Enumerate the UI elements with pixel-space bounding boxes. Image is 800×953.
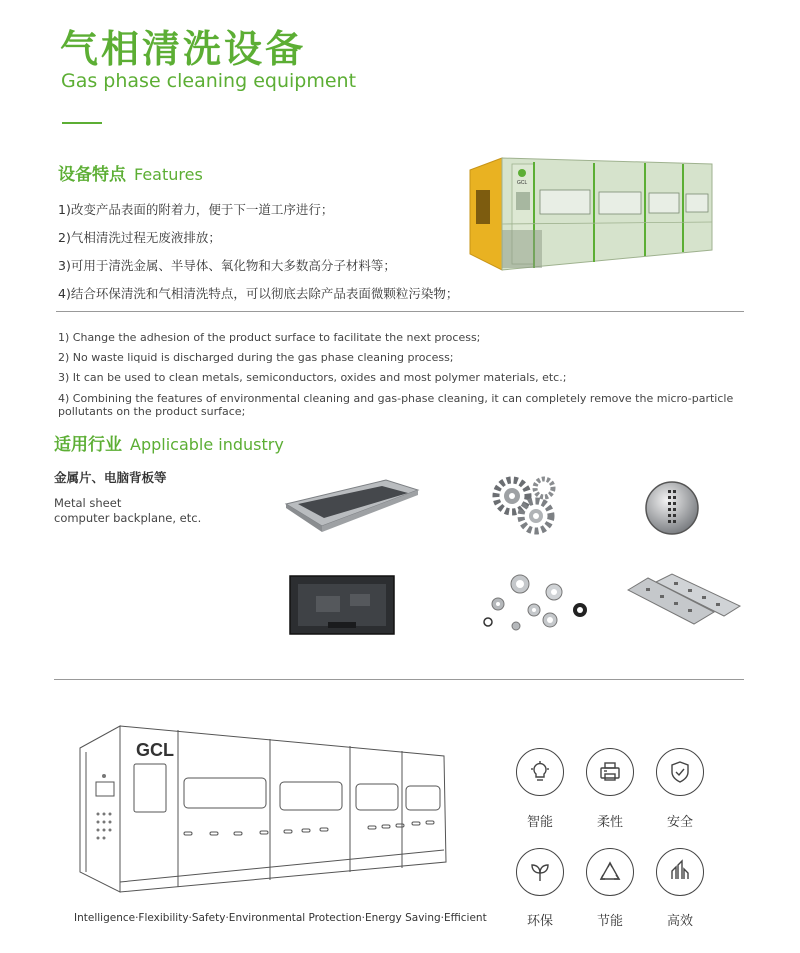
industry-category-en-line2: computer backplane, etc. bbox=[54, 511, 202, 525]
feature-item-cn: 3)可用于清洗金属、半导体、氧化物和大多数高分子材料等； bbox=[58, 258, 396, 273]
feature-item-cn: 4)结合环保清洗和气相清洗特点，可以彻底去除产品表面微颗粒污染物； bbox=[58, 286, 459, 301]
machine-photo-logo: GCL bbox=[517, 180, 528, 186]
slogan: Intelligence·Flexibility·Safety·Environmental Protection·Energy Saving·Efficient bbox=[74, 912, 487, 924]
leaf-icon bbox=[516, 848, 564, 896]
washers-image bbox=[478, 570, 598, 636]
industry-category-cn: 金属片、电脑背板等 bbox=[54, 470, 167, 485]
industry-category-en-line1: Metal sheet bbox=[54, 496, 122, 510]
features-heading bbox=[58, 160, 203, 185]
divider bbox=[54, 679, 744, 680]
laptop-image bbox=[282, 476, 422, 536]
metal-disc-image bbox=[644, 480, 700, 536]
machine-line-drawing bbox=[74, 722, 450, 900]
efficiency-icon bbox=[656, 848, 704, 896]
page-title-en: Gas phase cleaning equipment bbox=[61, 70, 357, 92]
lightbulb-icon bbox=[516, 748, 564, 796]
feature-item-en: 4) Combining the features of environmental cleaning and gas-phase cleaning, it can completely remove the micro-particle pollutants on the product surface; bbox=[58, 392, 734, 418]
feature-item-en: 2) No waste liquid is discharged during the gas phase cleaning process; bbox=[58, 351, 454, 364]
gears-image bbox=[488, 470, 558, 540]
features-list-en bbox=[58, 328, 748, 418]
divider bbox=[56, 311, 744, 312]
industry-heading-cn: 适用行业 bbox=[54, 435, 122, 455]
benefit-label: 环保 bbox=[526, 914, 553, 929]
title-underline bbox=[62, 122, 102, 124]
industry-heading bbox=[54, 430, 284, 455]
feature-item-cn: 2)气相清洗过程无废液排放； bbox=[58, 230, 221, 245]
page-title-cn: 气相清洗设备 bbox=[60, 27, 307, 71]
benefit-label: 节能 bbox=[596, 914, 623, 929]
metal-strips-image bbox=[624, 572, 744, 632]
machine-photo bbox=[462, 150, 718, 278]
feature-item-en: 1) Change the adhesion of the product surface to facilitate the next process; bbox=[58, 331, 481, 344]
benefit-label: 高效 bbox=[666, 914, 693, 929]
recycle-icon bbox=[586, 848, 634, 896]
machine-drawing-logo: GCL bbox=[136, 740, 174, 760]
benefit-label: 柔性 bbox=[596, 815, 623, 830]
features-list-cn bbox=[58, 196, 458, 308]
industry-heading-en: Applicable industry bbox=[130, 435, 284, 454]
feature-item-cn: 1)改变产品表面的附着力，便于下一道工序进行； bbox=[58, 202, 334, 217]
benefit-label: 智能 bbox=[526, 815, 553, 830]
benefit-label: 安全 bbox=[666, 815, 693, 830]
feature-item-en: 3) It can be used to clean metals, semiconductors, oxides and most polymer materials, etc.; bbox=[58, 371, 567, 384]
shield-check-icon bbox=[656, 748, 704, 796]
printer-icon bbox=[586, 748, 634, 796]
features-heading-cn: 设备特点 bbox=[58, 165, 126, 185]
computer-backplane-image bbox=[288, 574, 396, 636]
features-heading-en: Features bbox=[134, 165, 203, 184]
industry-category-en bbox=[54, 496, 201, 526]
